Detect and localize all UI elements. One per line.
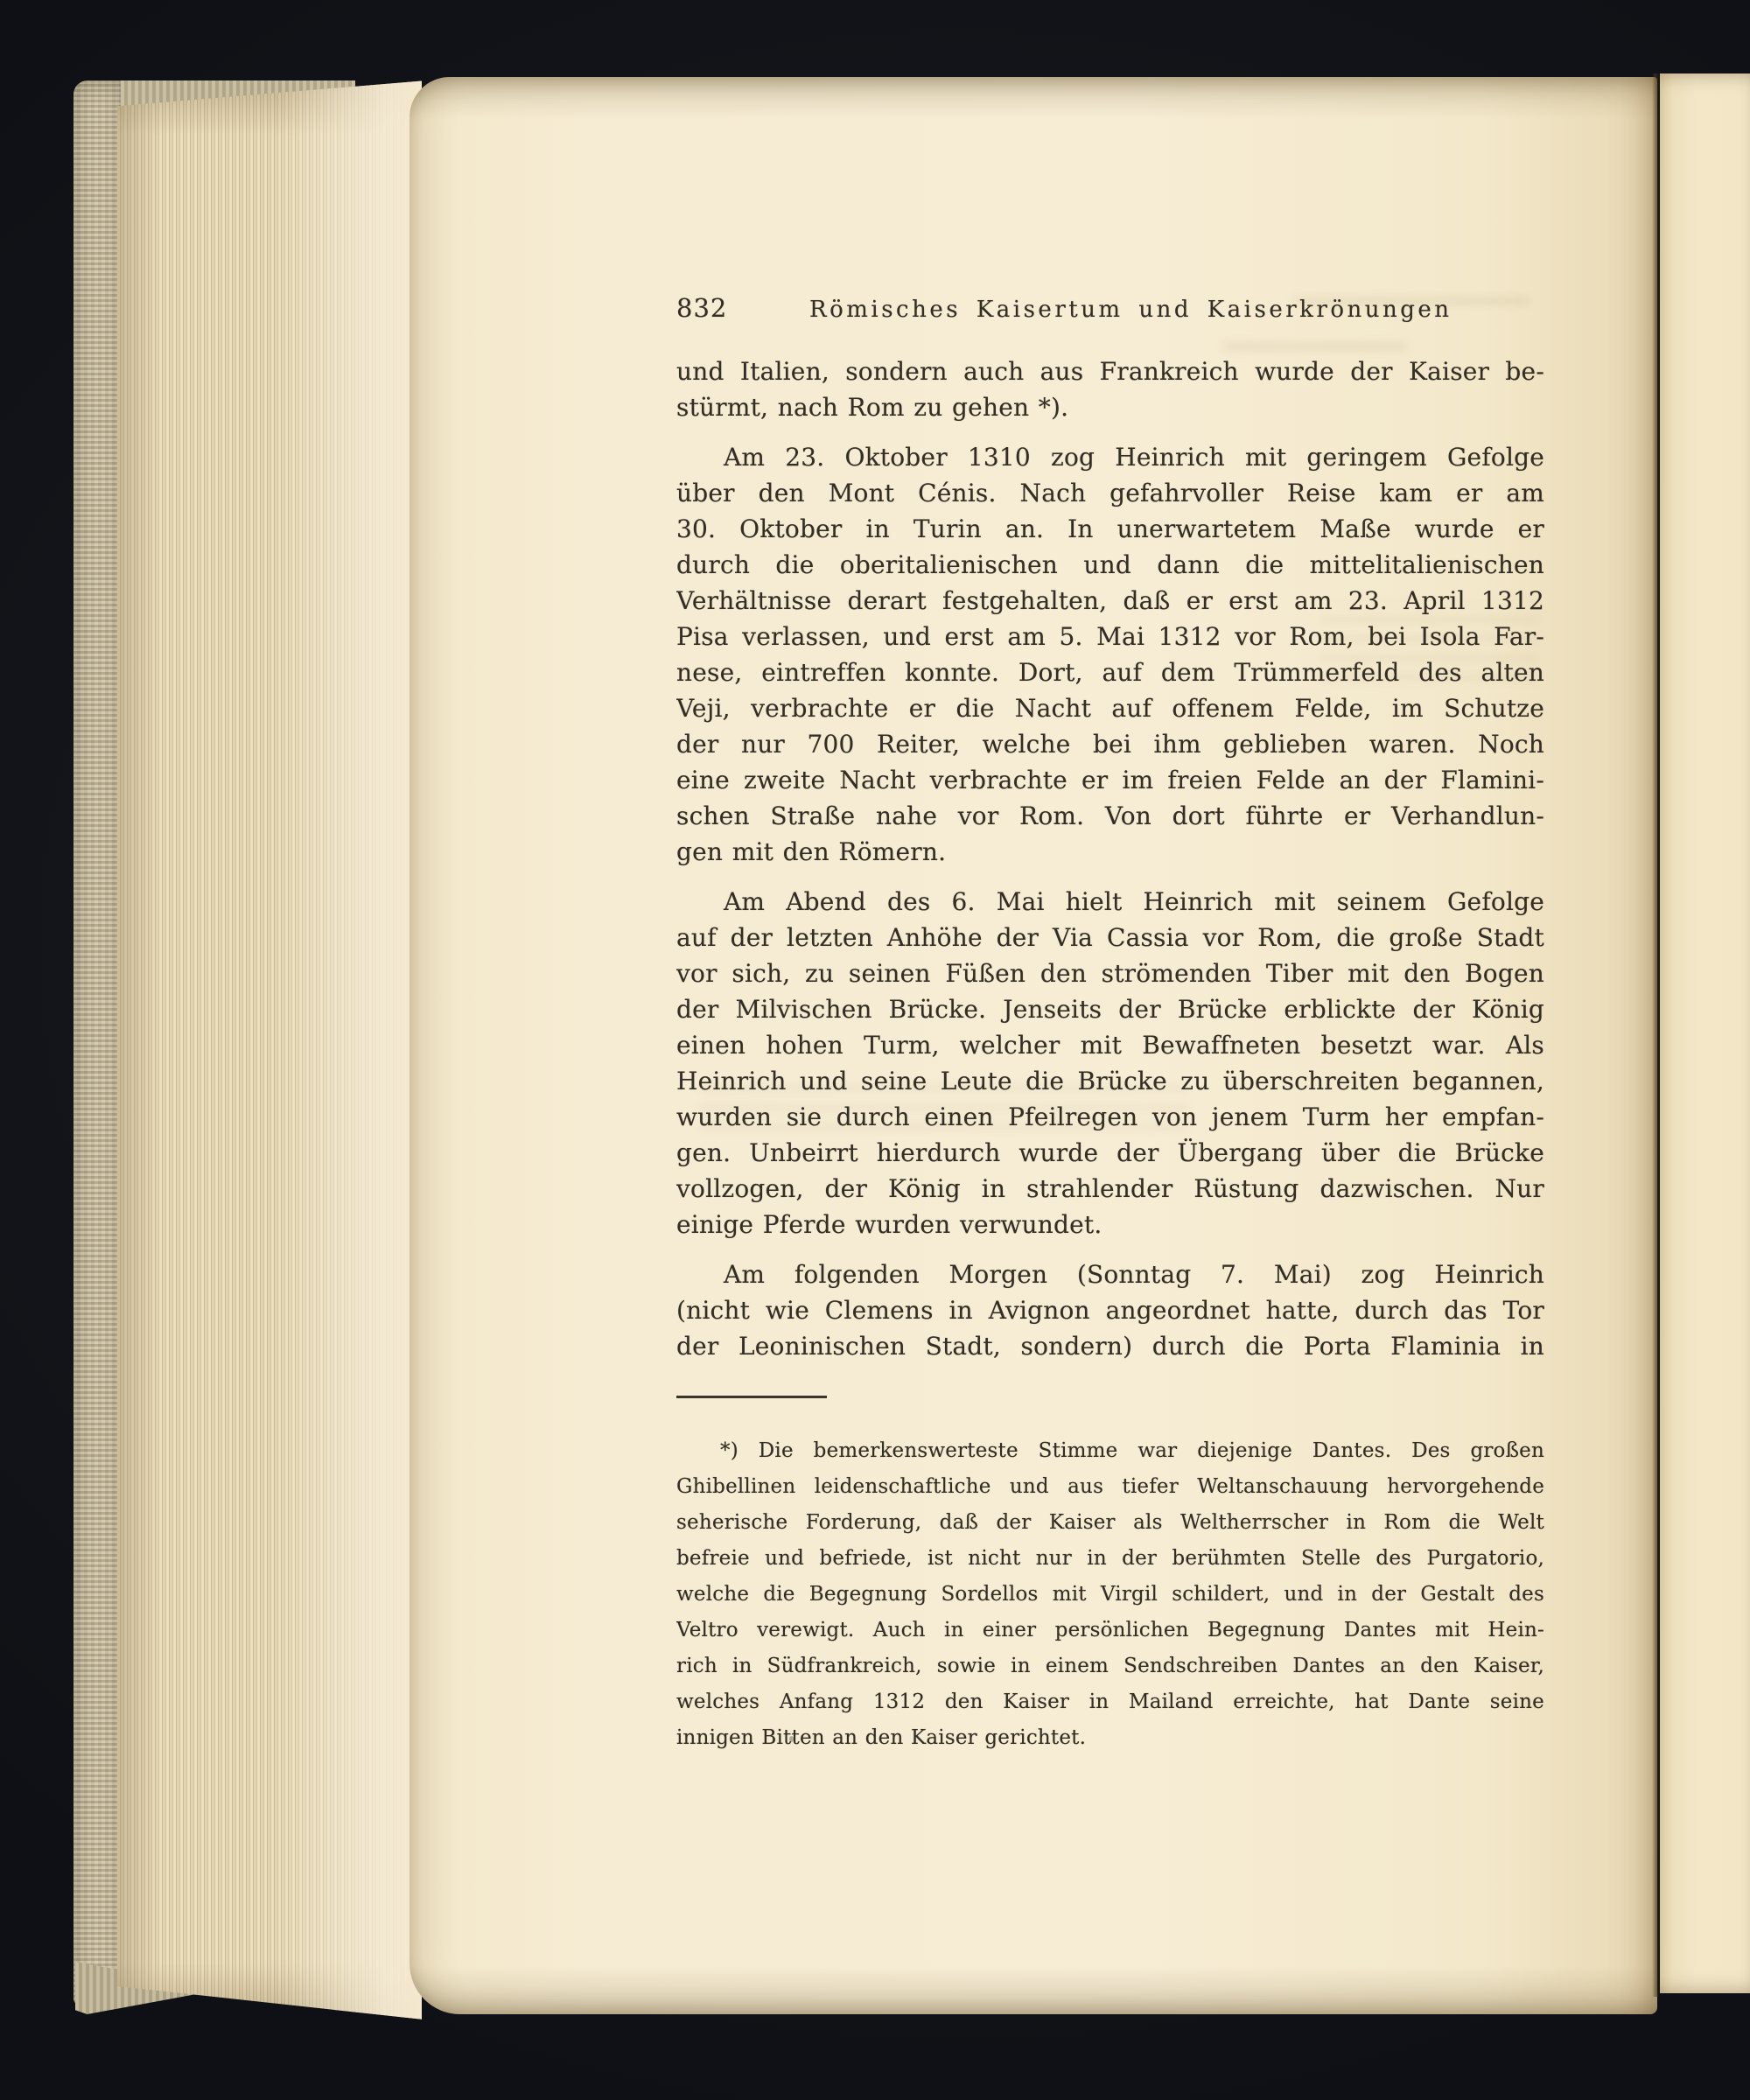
text-line: stürmt, nach Rom zu gehen *). <box>676 393 1069 422</box>
text-line: Veji, verbrachte er die Nacht auf offenem Felde, im Schutze <box>676 694 1544 723</box>
text-line: vor sich, zu seinen Füßen den strömenden Tiber mit den Bogen <box>676 959 1544 988</box>
footnote-line: Ghibellinen leidenschaftliche und aus tiefer Weltanschauung hervorgehende <box>676 1475 1544 1498</box>
text-line: gen. Unbeirrt hierdurch wurde der Übergang über die Brücke <box>676 1138 1544 1167</box>
text-line: durch die oberitalienischen und dann die mittelitalienischen <box>676 550 1544 579</box>
page-header <box>676 290 1544 326</box>
text-line: der nur 700 Reiter, welche bei ihm geblieben waren. Noch <box>676 730 1544 759</box>
paragraph <box>676 884 1544 1242</box>
facing-page-edge <box>1660 74 1750 1993</box>
show-through-ghost <box>1223 332 1407 355</box>
footnote-line: rich in Südfrankreich, sowie in einem Sendschreiben Dantes an den Kaiser, <box>676 1655 1544 1677</box>
text-line: und Italien, sondern auch aus Frankreich wurde der Kaiser be- <box>676 357 1544 386</box>
text-line: auf der letzten Anhöhe der Via Cassia vor Rom, die große Stadt <box>676 923 1544 952</box>
text-line: vollzogen, der König in strahlender Rüstung dazwischen. Nur <box>676 1174 1544 1203</box>
book-cover-cloth <box>74 80 124 2006</box>
text-line: Am Abend des 6. Mai hielt Heinrich mit seinem Gefolge <box>724 887 1544 916</box>
fanned-page-edges <box>117 77 422 2021</box>
footnote-line: welches Anfang 1312 den Kaiser in Mailand erreichte, hat Dante seine <box>676 1690 1544 1713</box>
text-line: Am folgenden Morgen (Sonntag 7. Mai) zog Heinrich <box>724 1260 1544 1289</box>
text-line: der Leoninischen Stadt, sondern) durch die Porta Flaminia in <box>676 1332 1544 1361</box>
text-line: über den Mont Cénis. Nach gefahrvoller Reise kam er am <box>676 479 1544 508</box>
text-line: Am 23. Oktober 1310 zog Heinrich mit geringem Gefolge <box>724 443 1544 472</box>
text-line: eine zweite Nacht verbrachte er im freien Felde an der Flamini- <box>676 766 1544 794</box>
text-line: gen mit den Römern. <box>676 837 947 866</box>
paragraph <box>676 354 1544 425</box>
footnote <box>676 1433 1544 1756</box>
footnote-line: seherische Forderung, daß der Kaiser als Weltherrscher in Rom die Welt <box>676 1511 1544 1534</box>
text-line: schen Straße nahe vor Rom. Von dort führte er Verhandlun- <box>676 802 1544 830</box>
running-header: Römisches Kaisertum und Kaiserkrönungen <box>809 297 1452 323</box>
footnote-line: innigen Bitten an den Kaiser gerichtet. <box>676 1726 1087 1749</box>
text-line: Heinrich und seine Leute die Brücke zu überschreiten begannen, <box>676 1067 1544 1096</box>
text-line: einen hohen Turm, welcher mit Bewaffneten besetzt war. Als <box>676 1031 1544 1060</box>
text-line: Verhältnisse derart festgehalten, daß er erst am 23. April 1312 <box>676 586 1544 615</box>
text-line: nese, eintreffen konnte. Dort, auf dem Trümmerfeld des alten <box>676 658 1544 687</box>
footnote-rule <box>676 1396 827 1398</box>
paragraph <box>676 439 1544 870</box>
text-line: Pisa verlassen, und erst am 5. Mai 1312 vor Rom, bei Isola Far- <box>676 622 1544 651</box>
page-number: 832 <box>676 293 728 323</box>
text-line: (nicht wie Clemens in Avignon angeordnet hatte, durch das Tor <box>676 1296 1544 1325</box>
footnote-line: welche die Begegnung Sordellos mit Virgil schildert, und in der Gestalt des <box>676 1583 1544 1606</box>
text-block <box>676 354 1544 1756</box>
footnote-line: befreie und befriede, ist nicht nur in der berühmten Stelle des Purgatorio, <box>676 1547 1544 1570</box>
gutter-crease <box>1652 74 1660 1997</box>
book-page <box>410 77 1657 2014</box>
text-line: wurden sie durch einen Pfeilregen von jenem Turm her empfan- <box>676 1102 1544 1131</box>
footnote-line: *) Die bemerkenswerteste Stimme war diejenige Dantes. Des großen <box>720 1439 1544 1462</box>
text-line: der Milvischen Brücke. Jenseits der Brücke erblickte der König <box>676 995 1544 1024</box>
text-line: einige Pferde wurden verwundet. <box>676 1210 1102 1239</box>
paragraph <box>676 1256 1544 1364</box>
text-line: 30. Oktober in Turin an. In unerwartetem Maße wurde er <box>676 514 1544 543</box>
footnote-line: Veltro verewigt. Auch in einer persönlichen Begegnung Dantes mit Hein- <box>676 1619 1544 1642</box>
